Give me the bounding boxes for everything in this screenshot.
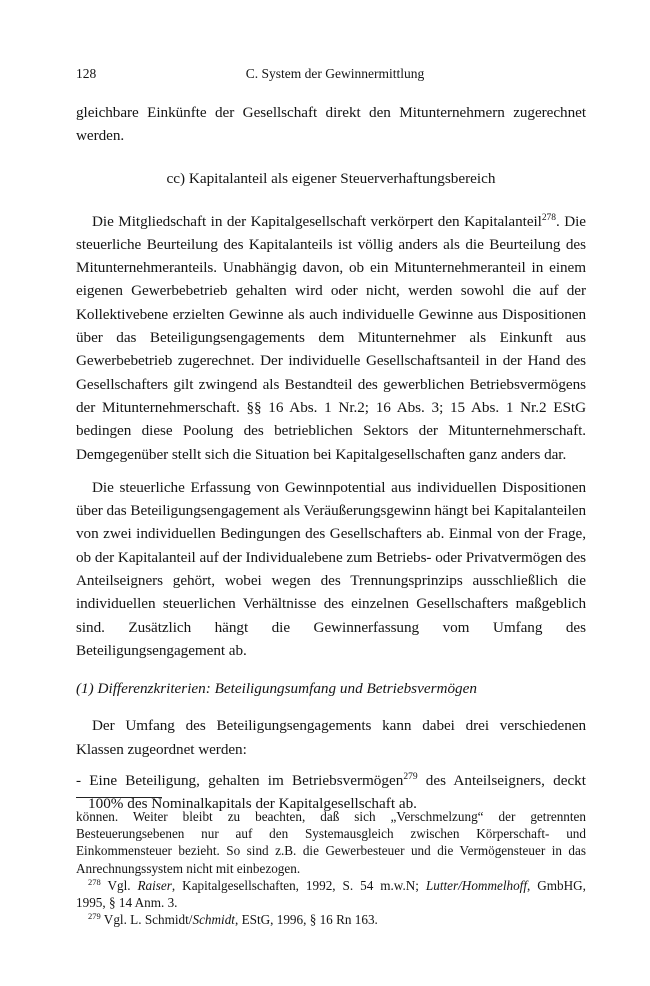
footnote-278-prefix: Vgl. bbox=[100, 877, 138, 893]
footnote-278-mid: , Kapitalgesellschaften, 1992, S. 54 m.w.N; bbox=[171, 877, 426, 893]
footnote-278-number: 278 bbox=[88, 876, 101, 887]
subsection-heading: (1) Differenzkriterien: Beteiligungsumfang und Betriebsvermögen bbox=[76, 680, 477, 698]
paragraph-1-text-a: Die Mitgliedschaft in der Kapitalgesellschaft verkörpert den Kapitalanteil bbox=[92, 212, 542, 230]
paragraph-2: Die steuerliche Erfassung von Gewinnpotential aus individuellen Dispositionen über das Beteiligungsengagement als Veräußerungsgewinn hängt bei Kapitalanteilen von zwei individuellen Bedingungen des Gesellschafters ab. Einmal von der Frage, ob der Kapitalanteil auf der Individualebene zum Betriebs- oder Privatvermögen des Anteilseigners gehört, wobei wegen des Trennungsprinzips ausschließlich die individuellen steuerlichen Verhältnisse des einzelnen Gesellschafters maßgeblich sind. Zusätzlich hängt die Gewinnerfassung vom Umfang des Beteiligungsengagement ab. bbox=[76, 478, 586, 659]
paragraph-3: Der Umfang des Beteiligungsengagements kann dabei drei verschiedenen Klassen zugeordnet werden: bbox=[76, 717, 586, 758]
paragraph-1-text-b: . Die steuerliche Beurteilung des Kapitalanteils ist völlig anders als die Beurteilung des Mitunternehmeranteils. Unabhängig davon, ob ein Mitunternehmeranteil in einem eigenen Gewerbebetrieb gehalten wird oder nicht, werden sowohl die auf der Kollektivebene erzielten Gewinne als auch individuelle Gewinne aus Dispositionen über das Beteiligungsengagements dem Mitunternehmer als Einkunft aus Gewerbebetrieb zugerechnet. Der individuelle Gesellschaftsanteil in der Hand des Gesellschafters gilt zwingend als Bestandteil des gewerblichen Betriebsvermögens der Mitunternehmerschaft. §§ 16 Abs. 1 Nr.2; 16 Abs. 3; 15 Abs. 1 Nr.2 EStG bedingen diese Poolung des betrieblichen Sektors der Mitunternehmerschaft. Demgegenüber stellt sich die Situation bei Kapitalgesellschaften ganz anders dar. bbox=[76, 212, 586, 463]
list-item-text-a: - Eine Beteiligung, gehalten im Betriebsvermögen bbox=[76, 771, 404, 789]
section-heading: cc) Kapitalanteil als eigener Steuerverhaftungsbereich bbox=[166, 169, 496, 187]
running-title: C. System der Gewinnermittlung bbox=[245, 66, 425, 81]
footnote-continued: können. Weiter bleibt zu beachten, daß sich „Verschmelzung“ der getrennten Besteuerungsebenen nur auf den Systemausgleich zwischen Körperschaft- und Einkommensteuer bezieht. So sind z.B. die Gewerbesteuer und die Vermögensteuer in das Anrechnungssystem nicht mit einbezogen. bbox=[76, 809, 586, 876]
footnote-279 bbox=[76, 911, 586, 928]
footnote-279-number: 279 bbox=[88, 911, 101, 922]
footnote-278-suffix: , GmbHG, 1995, § 14 Anm. 3. bbox=[76, 877, 586, 911]
footnote-ref-279[interactable]: 279 bbox=[403, 771, 418, 782]
list-item-text-b: des Anteilseigners, deckt 100% des Nominalkapitals der Kapitalgesellschaft ab. bbox=[88, 771, 586, 813]
footnote-278-author-1: Raiser bbox=[137, 877, 172, 893]
footnote-278-author-2: Lutter/Hommelhoff bbox=[425, 877, 528, 893]
continuation-paragraph: gleichbare Einkünfte der Gesellschaft direkt den Mitunternehmern zugerechnet werden. bbox=[76, 104, 586, 145]
footnote-279-author: Schmidt bbox=[192, 912, 235, 928]
footnotes bbox=[76, 797, 586, 928]
footnote-ref-278[interactable]: 278 bbox=[541, 212, 556, 223]
footnote-278 bbox=[76, 877, 586, 911]
footnote-279-suffix: , EStG, 1996, § 16 Rn 163. bbox=[234, 912, 378, 928]
page-number: 128 bbox=[76, 66, 97, 81]
footnote-279-prefix: Vgl. L. Schmidt/ bbox=[100, 912, 193, 928]
paragraph-1 bbox=[76, 210, 586, 466]
footnote-rule bbox=[76, 797, 162, 798]
page bbox=[76, 66, 586, 815]
page-header bbox=[76, 66, 586, 88]
